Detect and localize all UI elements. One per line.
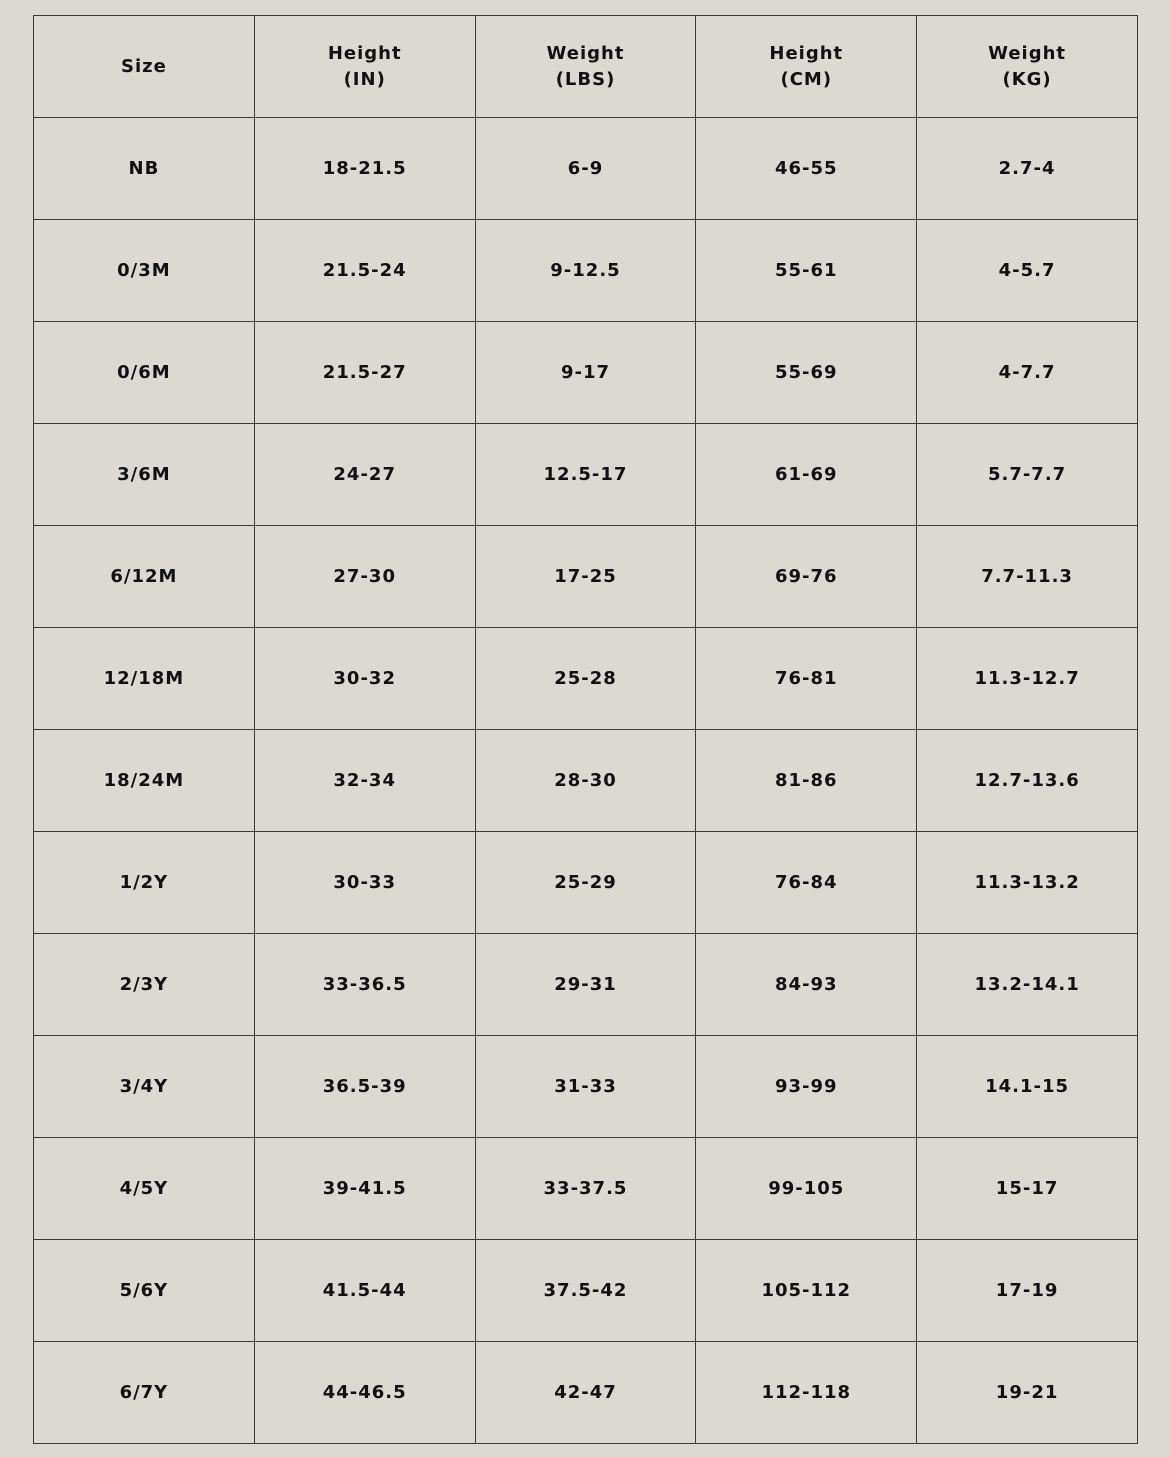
cell-size: 1/2Y bbox=[34, 832, 255, 934]
header-weight-kg-unit: (KG) bbox=[1002, 68, 1052, 90]
cell-height-cm: 55-69 bbox=[696, 322, 917, 424]
cell-weight-lbs: 31-33 bbox=[475, 1036, 696, 1138]
table-row bbox=[34, 1342, 1138, 1444]
cell-height-in: 33-36.5 bbox=[254, 934, 475, 1036]
cell-height-cm: 112-118 bbox=[696, 1342, 917, 1444]
cell-size: 2/3Y bbox=[34, 934, 255, 1036]
cell-height-cm: 55-61 bbox=[696, 220, 917, 322]
cell-height-cm: 76-81 bbox=[696, 628, 917, 730]
cell-weight-lbs: 28-30 bbox=[475, 730, 696, 832]
header-weight-lbs bbox=[475, 16, 696, 118]
cell-size: 6/7Y bbox=[34, 1342, 255, 1444]
table-row bbox=[34, 220, 1138, 322]
header-height-in-label: Height bbox=[327, 42, 402, 64]
cell-weight-lbs: 42-47 bbox=[475, 1342, 696, 1444]
cell-size: 3/6M bbox=[34, 424, 255, 526]
cell-height-in: 44-46.5 bbox=[254, 1342, 475, 1444]
table-row bbox=[34, 1240, 1138, 1342]
cell-height-cm: 84-93 bbox=[696, 934, 917, 1036]
cell-weight-kg: 13.2-14.1 bbox=[917, 934, 1138, 1036]
cell-weight-kg: 12.7-13.6 bbox=[917, 730, 1138, 832]
header-height-in-unit: (IN) bbox=[343, 68, 386, 90]
size-chart-table bbox=[33, 15, 1138, 1444]
cell-weight-kg: 11.3-12.7 bbox=[917, 628, 1138, 730]
cell-weight-kg: 15-17 bbox=[917, 1138, 1138, 1240]
cell-weight-lbs: 29-31 bbox=[475, 934, 696, 1036]
size-chart-body bbox=[34, 118, 1138, 1444]
cell-weight-kg: 19-21 bbox=[917, 1342, 1138, 1444]
cell-height-in: 18-21.5 bbox=[254, 118, 475, 220]
table-row bbox=[34, 322, 1138, 424]
header-height-cm bbox=[696, 16, 917, 118]
cell-height-in: 32-34 bbox=[254, 730, 475, 832]
table-row bbox=[34, 628, 1138, 730]
table-row bbox=[34, 424, 1138, 526]
cell-weight-lbs: 17-25 bbox=[475, 526, 696, 628]
cell-weight-kg: 14.1-15 bbox=[917, 1036, 1138, 1138]
table-row bbox=[34, 730, 1138, 832]
cell-weight-kg: 5.7-7.7 bbox=[917, 424, 1138, 526]
cell-size: 12/18M bbox=[34, 628, 255, 730]
table-row bbox=[34, 1036, 1138, 1138]
cell-weight-lbs: 25-28 bbox=[475, 628, 696, 730]
cell-weight-kg: 11.3-13.2 bbox=[917, 832, 1138, 934]
cell-height-in: 21.5-24 bbox=[254, 220, 475, 322]
cell-weight-kg: 4-5.7 bbox=[917, 220, 1138, 322]
cell-height-in: 24-27 bbox=[254, 424, 475, 526]
cell-size: 3/4Y bbox=[34, 1036, 255, 1138]
cell-height-cm: 105-112 bbox=[696, 1240, 917, 1342]
table-row bbox=[34, 934, 1138, 1036]
header-weight-kg-label: Weight bbox=[988, 42, 1067, 64]
cell-height-in: 21.5-27 bbox=[254, 322, 475, 424]
header-size bbox=[34, 16, 255, 118]
cell-height-cm: 46-55 bbox=[696, 118, 917, 220]
cell-height-cm: 93-99 bbox=[696, 1036, 917, 1138]
cell-height-cm: 81-86 bbox=[696, 730, 917, 832]
cell-size: 4/5Y bbox=[34, 1138, 255, 1240]
size-chart-container bbox=[33, 15, 1137, 1444]
header-weight-lbs-label: Weight bbox=[546, 42, 625, 64]
table-row bbox=[34, 832, 1138, 934]
cell-height-cm: 69-76 bbox=[696, 526, 917, 628]
table-row bbox=[34, 526, 1138, 628]
cell-size: 6/12M bbox=[34, 526, 255, 628]
header-size-label: Size bbox=[120, 55, 167, 77]
cell-height-in: 39-41.5 bbox=[254, 1138, 475, 1240]
cell-size: 0/6M bbox=[34, 322, 255, 424]
table-row bbox=[34, 1138, 1138, 1240]
header-height-cm-unit: (CM) bbox=[780, 68, 833, 90]
cell-weight-lbs: 9-12.5 bbox=[475, 220, 696, 322]
table-row bbox=[34, 118, 1138, 220]
cell-weight-kg: 17-19 bbox=[917, 1240, 1138, 1342]
cell-weight-lbs: 12.5-17 bbox=[475, 424, 696, 526]
cell-weight-lbs: 33-37.5 bbox=[475, 1138, 696, 1240]
cell-height-in: 30-32 bbox=[254, 628, 475, 730]
cell-height-in: 41.5-44 bbox=[254, 1240, 475, 1342]
cell-height-cm: 99-105 bbox=[696, 1138, 917, 1240]
cell-weight-lbs: 37.5-42 bbox=[475, 1240, 696, 1342]
cell-height-in: 27-30 bbox=[254, 526, 475, 628]
cell-height-cm: 76-84 bbox=[696, 832, 917, 934]
header-weight-kg bbox=[917, 16, 1138, 118]
cell-size: NB bbox=[34, 118, 255, 220]
cell-size: 5/6Y bbox=[34, 1240, 255, 1342]
header-row bbox=[34, 16, 1138, 118]
cell-weight-kg: 7.7-11.3 bbox=[917, 526, 1138, 628]
header-weight-lbs-unit: (LBS) bbox=[555, 68, 616, 90]
header-height-in bbox=[254, 16, 475, 118]
cell-weight-lbs: 9-17 bbox=[475, 322, 696, 424]
cell-height-in: 30-33 bbox=[254, 832, 475, 934]
cell-size: 18/24M bbox=[34, 730, 255, 832]
cell-size: 0/3M bbox=[34, 220, 255, 322]
cell-weight-kg: 2.7-4 bbox=[917, 118, 1138, 220]
cell-weight-lbs: 6-9 bbox=[475, 118, 696, 220]
cell-height-cm: 61-69 bbox=[696, 424, 917, 526]
header-height-cm-label: Height bbox=[769, 42, 844, 64]
cell-height-in: 36.5-39 bbox=[254, 1036, 475, 1138]
cell-weight-kg: 4-7.7 bbox=[917, 322, 1138, 424]
cell-weight-lbs: 25-29 bbox=[475, 832, 696, 934]
